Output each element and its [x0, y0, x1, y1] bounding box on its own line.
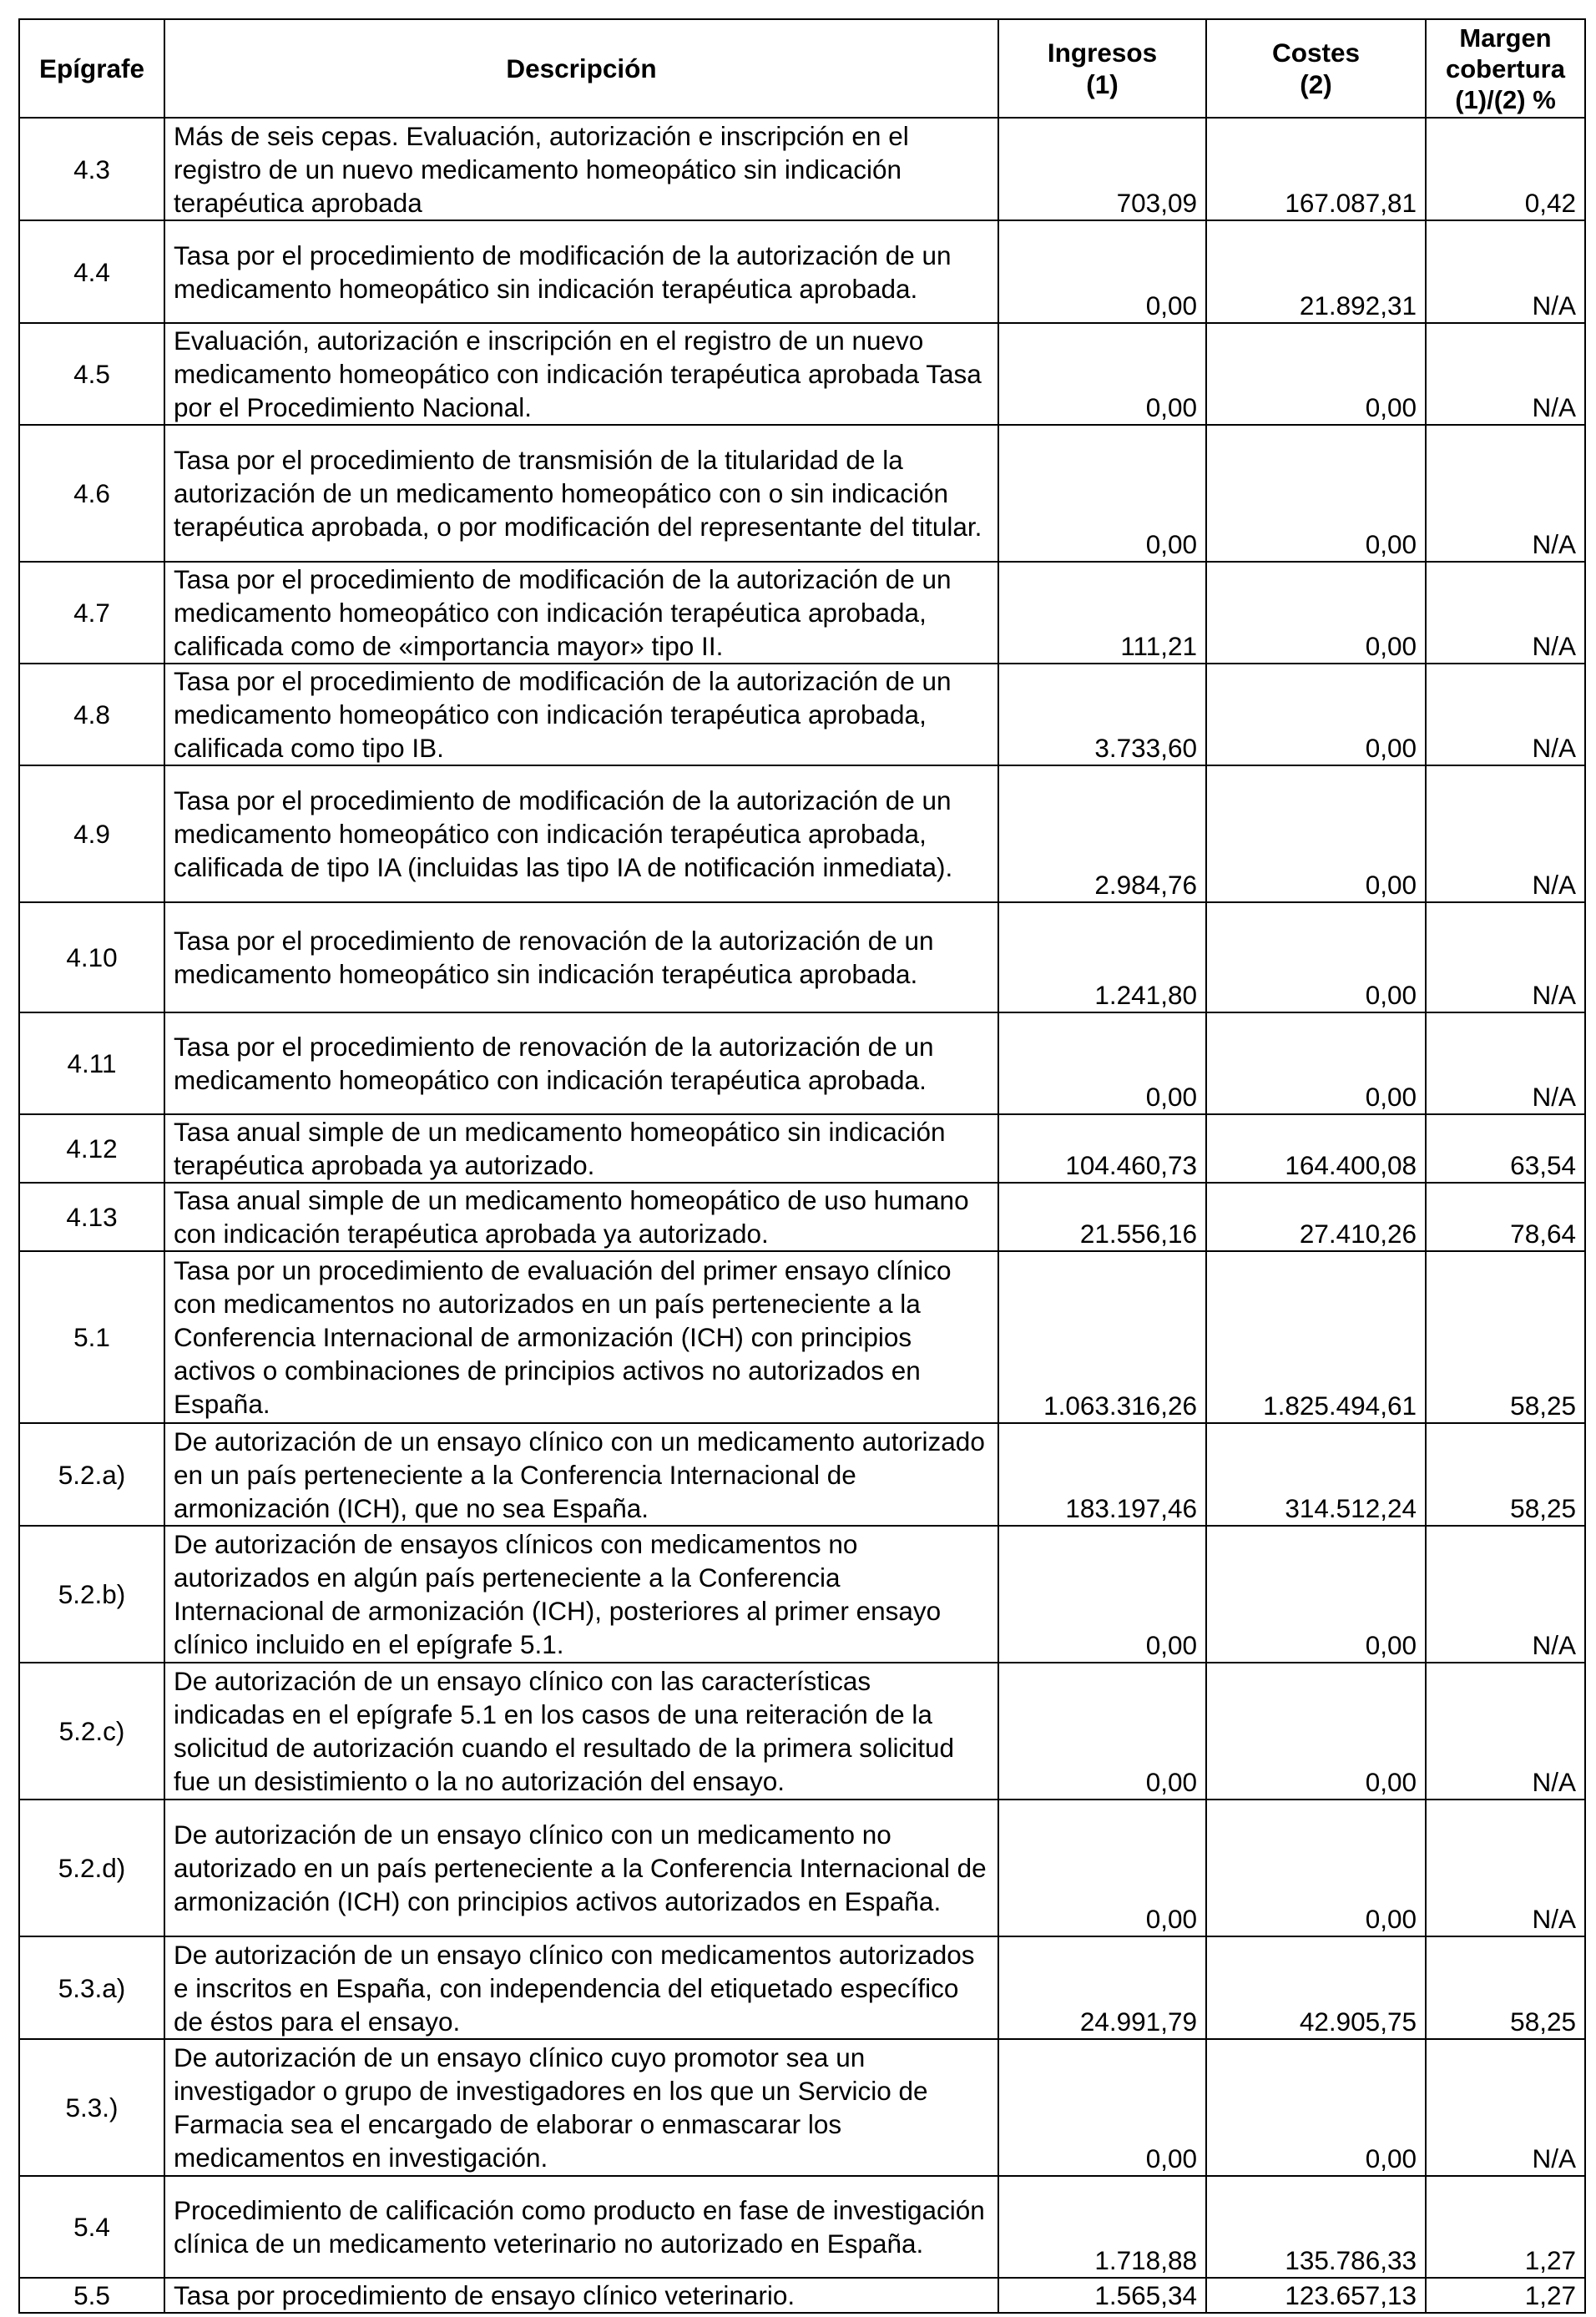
- table-row: [19, 2176, 1585, 2278]
- cell-costes: 0,00: [1206, 562, 1426, 664]
- cell-epigrafe: 4.9: [19, 765, 164, 902]
- table-row: [19, 2278, 1585, 2313]
- cell-descripcion: De autorización de un ensayo clínico con un medicamento no autorizado en un país perteneciente a la Conferencia Internacional de armonización (ICH) con principios activos autorizados en España.: [164, 1800, 998, 1936]
- cell-margen: N/A: [1426, 562, 1585, 664]
- header-costes: [1206, 19, 1426, 118]
- cell-costes: 135.786,33: [1206, 2176, 1426, 2278]
- table-row: [19, 1800, 1585, 1936]
- cell-epigrafe: 5.2.d): [19, 1800, 164, 1936]
- cell-margen: N/A: [1426, 425, 1585, 562]
- cell-epigrafe: 4.12: [19, 1114, 164, 1183]
- cell-ingresos: 3.733,60: [998, 664, 1206, 765]
- fee-table: [18, 18, 1586, 2314]
- cell-ingresos: 111,21: [998, 562, 1206, 664]
- cell-ingresos: 24.991,79: [998, 1936, 1206, 2039]
- cell-costes: 0,00: [1206, 1663, 1426, 1800]
- header-ingresos-line-1: Ingresos: [1047, 38, 1158, 68]
- cell-margen: 78,64: [1426, 1183, 1585, 1251]
- cell-ingresos: 0,00: [998, 1800, 1206, 1936]
- table-row: [19, 1251, 1585, 1423]
- table-row: [19, 562, 1585, 664]
- cell-epigrafe: 5.2.a): [19, 1423, 164, 1526]
- cell-margen: N/A: [1426, 1800, 1585, 1936]
- table-row: [19, 1936, 1585, 2039]
- table-row: [19, 118, 1585, 220]
- cell-epigrafe: 4.13: [19, 1183, 164, 1251]
- cell-margen: 58,25: [1426, 1423, 1585, 1526]
- header-ingresos: [998, 19, 1206, 118]
- cell-margen: N/A: [1426, 323, 1585, 425]
- cell-ingresos: 183.197,46: [998, 1423, 1206, 1526]
- cell-ingresos: 1.718,88: [998, 2176, 1206, 2278]
- cell-margen: N/A: [1426, 765, 1585, 902]
- cell-costes: 164.400,08: [1206, 1114, 1426, 1183]
- cell-costes: 0,00: [1206, 425, 1426, 562]
- table-row: [19, 1663, 1585, 1800]
- cell-epigrafe: 5.3.): [19, 2039, 164, 2176]
- cell-ingresos: 1.565,34: [998, 2278, 1206, 2313]
- cell-costes: 0,00: [1206, 902, 1426, 1012]
- cell-margen: 58,25: [1426, 1251, 1585, 1423]
- cell-costes: 21.892,31: [1206, 220, 1426, 323]
- table-row: [19, 664, 1585, 765]
- table-body: [19, 118, 1585, 2313]
- cell-descripcion: Tasa por procedimiento de ensayo clínico veterinario.: [164, 2278, 998, 2313]
- cell-costes: 0,00: [1206, 1526, 1426, 1663]
- cell-costes: 42.905,75: [1206, 1936, 1426, 2039]
- cell-costes: 123.657,13: [1206, 2278, 1426, 2313]
- cell-descripcion: Tasa por el procedimiento de modificación de la autorización de un medicamento homeopático con indicación terapéutica aprobada, calificada como de «importancia mayor» tipo II.: [164, 562, 998, 664]
- cell-ingresos: 0,00: [998, 1526, 1206, 1663]
- cell-descripcion: De autorización de un ensayo clínico con las características indicadas en el epígrafe 5.1 en los casos de una reiteración de la solicitud de autorización cuando el resultado de la primera solicitud fue un desistimiento o la no autorización del ensayo.: [164, 1663, 998, 1800]
- cell-descripcion: Procedimiento de calificación como producto en fase de investigación clínica de un medicamento veterinario no autorizado en España.: [164, 2176, 998, 2278]
- header-margen-line-3: (1)/(2) %: [1455, 84, 1556, 114]
- table-row: [19, 765, 1585, 902]
- header-epigrafe: Epígrafe: [19, 19, 164, 118]
- cell-margen: N/A: [1426, 1526, 1585, 1663]
- cell-epigrafe: 4.10: [19, 902, 164, 1012]
- cell-descripcion: Más de seis cepas. Evaluación, autorización e inscripción en el registro de un nuevo medicamento homeopático sin indicación terapéutica aprobada: [164, 118, 998, 220]
- cell-epigrafe: 5.2.c): [19, 1663, 164, 1800]
- table-row: [19, 1012, 1585, 1114]
- cell-ingresos: 0,00: [998, 323, 1206, 425]
- cell-descripcion: De autorización de un ensayo clínico con medicamentos autorizados e inscritos en España, con independencia del etiquetado específico de éstos para el ensayo.: [164, 1936, 998, 2039]
- cell-descripcion: Tasa por el procedimiento de modificación de la autorización de un medicamento homeopático sin indicación terapéutica aprobada.: [164, 220, 998, 323]
- table-row: [19, 1183, 1585, 1251]
- cell-epigrafe: 4.7: [19, 562, 164, 664]
- table-row: [19, 1526, 1585, 1663]
- cell-margen: 58,25: [1426, 1936, 1585, 2039]
- cell-costes: 0,00: [1206, 664, 1426, 765]
- cell-ingresos: 0,00: [998, 1663, 1206, 1800]
- cell-descripcion: Tasa por el procedimiento de modificación de la autorización de un medicamento homeopático con indicación terapéutica aprobada, calificada como tipo IB.: [164, 664, 998, 765]
- cell-epigrafe: 5.3.a): [19, 1936, 164, 2039]
- cell-descripcion: De autorización de un ensayo clínico con un medicamento autorizado en un país perteneciente a la Conferencia Internacional de armonización (ICH), que no sea España.: [164, 1423, 998, 1526]
- cell-margen: 1,27: [1426, 2278, 1585, 2313]
- table-row: [19, 425, 1585, 562]
- cell-ingresos: 21.556,16: [998, 1183, 1206, 1251]
- table-row: [19, 220, 1585, 323]
- cell-epigrafe: 4.11: [19, 1012, 164, 1114]
- cell-epigrafe: 5.5: [19, 2278, 164, 2313]
- cell-epigrafe: 4.8: [19, 664, 164, 765]
- cell-costes: 0,00: [1206, 1012, 1426, 1114]
- cell-descripcion: Evaluación, autorización e inscripción en el registro de un nuevo medicamento homeopático con indicación terapéutica aprobada Tasa por el Procedimiento Nacional.: [164, 323, 998, 425]
- cell-margen: N/A: [1426, 2039, 1585, 2176]
- cell-descripcion: Tasa por el procedimiento de renovación de la autorización de un medicamento homeopático con indicación terapéutica aprobada.: [164, 1012, 998, 1114]
- cell-descripcion: Tasa anual simple de un medicamento homeopático de uso humano con indicación terapéutica aprobada ya autorizado.: [164, 1183, 998, 1251]
- table-row: [19, 1114, 1585, 1183]
- header-descripcion: Descripción: [164, 19, 998, 118]
- cell-epigrafe: 4.5: [19, 323, 164, 425]
- cell-margen: N/A: [1426, 1663, 1585, 1800]
- cell-descripcion: De autorización de ensayos clínicos con medicamentos no autorizados en algún país perteneciente a la Conferencia Internacional de armonización (ICH), posteriores al primer ensayo clínico incluido en el epígrafe 5.1.: [164, 1526, 998, 1663]
- cell-descripcion: Tasa por el procedimiento de modificación de la autorización de un medicamento homeopático con indicación terapéutica aprobada, calificada de tipo IA (incluidas las tipo IA de notificación inmediata).: [164, 765, 998, 902]
- cell-epigrafe: 5.2.b): [19, 1526, 164, 1663]
- cell-ingresos: 703,09: [998, 118, 1206, 220]
- cell-margen: N/A: [1426, 664, 1585, 765]
- cell-descripcion: De autorización de un ensayo clínico cuyo promotor sea un investigador o grupo de investigadores en los que un Servicio de Farmacia sea el encargado de elaborar o enmascarar los medicamentos en investigación.: [164, 2039, 998, 2176]
- cell-costes: 0,00: [1206, 1800, 1426, 1936]
- cell-margen: N/A: [1426, 220, 1585, 323]
- cell-epigrafe: 4.6: [19, 425, 164, 562]
- table-row: [19, 902, 1585, 1012]
- header-margen-line-1: Margen: [1459, 23, 1552, 53]
- header-ingresos-line-2: (1): [1086, 69, 1119, 99]
- cell-costes: 0,00: [1206, 2039, 1426, 2176]
- cell-descripcion: Tasa por el procedimiento de renovación de la autorización de un medicamento homeopático sin indicación terapéutica aprobada.: [164, 902, 998, 1012]
- cell-costes: 0,00: [1206, 765, 1426, 902]
- cell-ingresos: 0,00: [998, 1012, 1206, 1114]
- header-margen: [1426, 19, 1585, 118]
- header-row: [19, 19, 1585, 118]
- cell-epigrafe: 5.1: [19, 1251, 164, 1423]
- table-row: [19, 1423, 1585, 1526]
- cell-descripcion: Tasa anual simple de un medicamento homeopático sin indicación terapéutica aprobada ya autorizado.: [164, 1114, 998, 1183]
- cell-ingresos: 104.460,73: [998, 1114, 1206, 1183]
- cell-ingresos: 2.984,76: [998, 765, 1206, 902]
- cell-epigrafe: 4.3: [19, 118, 164, 220]
- cell-margen: N/A: [1426, 1012, 1585, 1114]
- cell-ingresos: 0,00: [998, 220, 1206, 323]
- cell-margen: 63,54: [1426, 1114, 1585, 1183]
- cell-costes: 1.825.494,61: [1206, 1251, 1426, 1423]
- cell-margen: 0,42: [1426, 118, 1585, 220]
- cell-costes: 167.087,81: [1206, 118, 1426, 220]
- cell-costes: 27.410,26: [1206, 1183, 1426, 1251]
- table-row: [19, 323, 1585, 425]
- header-costes-line-2: (2): [1300, 69, 1332, 99]
- cell-margen: N/A: [1426, 902, 1585, 1012]
- cell-ingresos: 1.241,80: [998, 902, 1206, 1012]
- cell-costes: 314.512,24: [1206, 1423, 1426, 1526]
- cell-epigrafe: 5.4: [19, 2176, 164, 2278]
- cell-margen: 1,27: [1426, 2176, 1585, 2278]
- cell-descripcion: Tasa por un procedimiento de evaluación del primer ensayo clínico con medicamentos no autorizados en un país perteneciente a la Conferencia Internacional de armonización (ICH) con principios activos o combinaciones de principios activos no autorizados en España.: [164, 1251, 998, 1423]
- cell-epigrafe: 4.4: [19, 220, 164, 323]
- cell-costes: 0,00: [1206, 323, 1426, 425]
- table-row: [19, 2039, 1585, 2176]
- cell-ingresos: 1.063.316,26: [998, 1251, 1206, 1423]
- header-costes-line-1: Costes: [1271, 38, 1361, 68]
- cell-ingresos: 0,00: [998, 2039, 1206, 2176]
- cell-ingresos: 0,00: [998, 425, 1206, 562]
- cell-descripcion: Tasa por el procedimiento de transmisión de la titularidad de la autorización de un medicamento homeopático con o sin indicación terapéutica aprobada, o por modificación del representante del titular.: [164, 425, 998, 562]
- header-margen-line-2: cobertura: [1446, 53, 1565, 83]
